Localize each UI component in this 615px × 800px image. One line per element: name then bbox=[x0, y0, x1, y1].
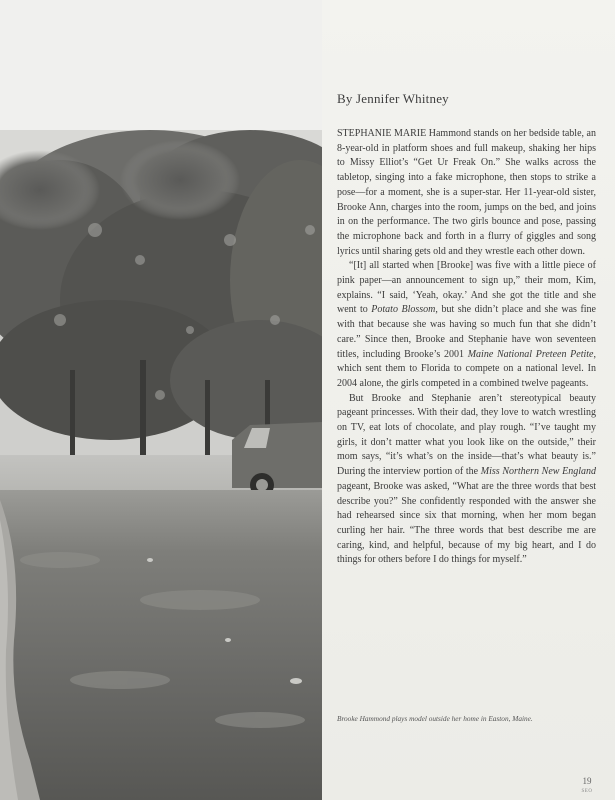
publication-mark: SEO bbox=[581, 789, 593, 794]
photo-caption: Brooke Hammond plays model outside her home in Easton, Maine. bbox=[337, 714, 533, 723]
pageant-name: Potato Blossom bbox=[371, 304, 436, 316]
paragraph: But Brooke and Stephanie aren’t stereotypical beauty pageant princesses. With their dad, they love to watch wrestling on TV, eat lots of chocolate, and play rough. “I’ve taught my girls, it don’t matter what you look like on the outside,” their mom says, “it’s what’s on the inside—that’s what beauty is.” During the interview portion of the Miss Northern New England pageant, Brooke was asked, “What are the three words that best describe you?” She confidently responded with the answer she had rehearsed since six that morning, when her mom began curling her hair. “The three words that best describe me are caring, kind, and helpful, because of my big heart, and I do things for others before I do things for myself.” bbox=[337, 392, 596, 566]
paragraph: “[It] all started when [Brooke] was five with a little piece of pink paper—an announcement to sign up,” their mom, Kim, explains. “I said, ‘Yeah, okay.’ And she got the title and she went to Potato Blossom, but she didn’t place and she was fine with that because she was having so much fun that she didn’t care.” Since then, Brooke and Stephanie have won seventeen titles, including Brooke’s 2001 Maine National Preteen Petite, which sent them to Florida to compete on a national level. In 2004 alone, the girls competed in a combined twelve pageants. bbox=[337, 260, 596, 389]
paragraph: STEPHANIE MARIE Hammond stands on her bedside table, an 8-year-old in platform shoes and full makeup, shaking her hips to Missy Elliot’s “Get Ur Freak On.” She walks across the tabletop, singing into a fake microphone, then stops to strike a pose—for a moment, she is a super-star. Her 11-year-old sister, Brooke Ann, charges into the room, jumps on the bed, and joins in on the performance. The two girls bounce and pose, passing the microphone back and forth in a flurry of giggles and song lyrics until sharing gets old and they wrestle each other down. bbox=[337, 128, 596, 257]
page-number-value: 19 bbox=[582, 776, 592, 786]
byline: By Jennifer Whitney bbox=[337, 91, 449, 106]
lead-in: STEPHANIE MARIE bbox=[337, 128, 427, 139]
pageant-name: Miss Northern New England bbox=[480, 466, 596, 478]
page-number bbox=[572, 777, 602, 796]
article-body bbox=[337, 127, 596, 568]
parked-car bbox=[232, 422, 322, 497]
pageant-name: Maine National Preteen Petite bbox=[467, 348, 594, 360]
